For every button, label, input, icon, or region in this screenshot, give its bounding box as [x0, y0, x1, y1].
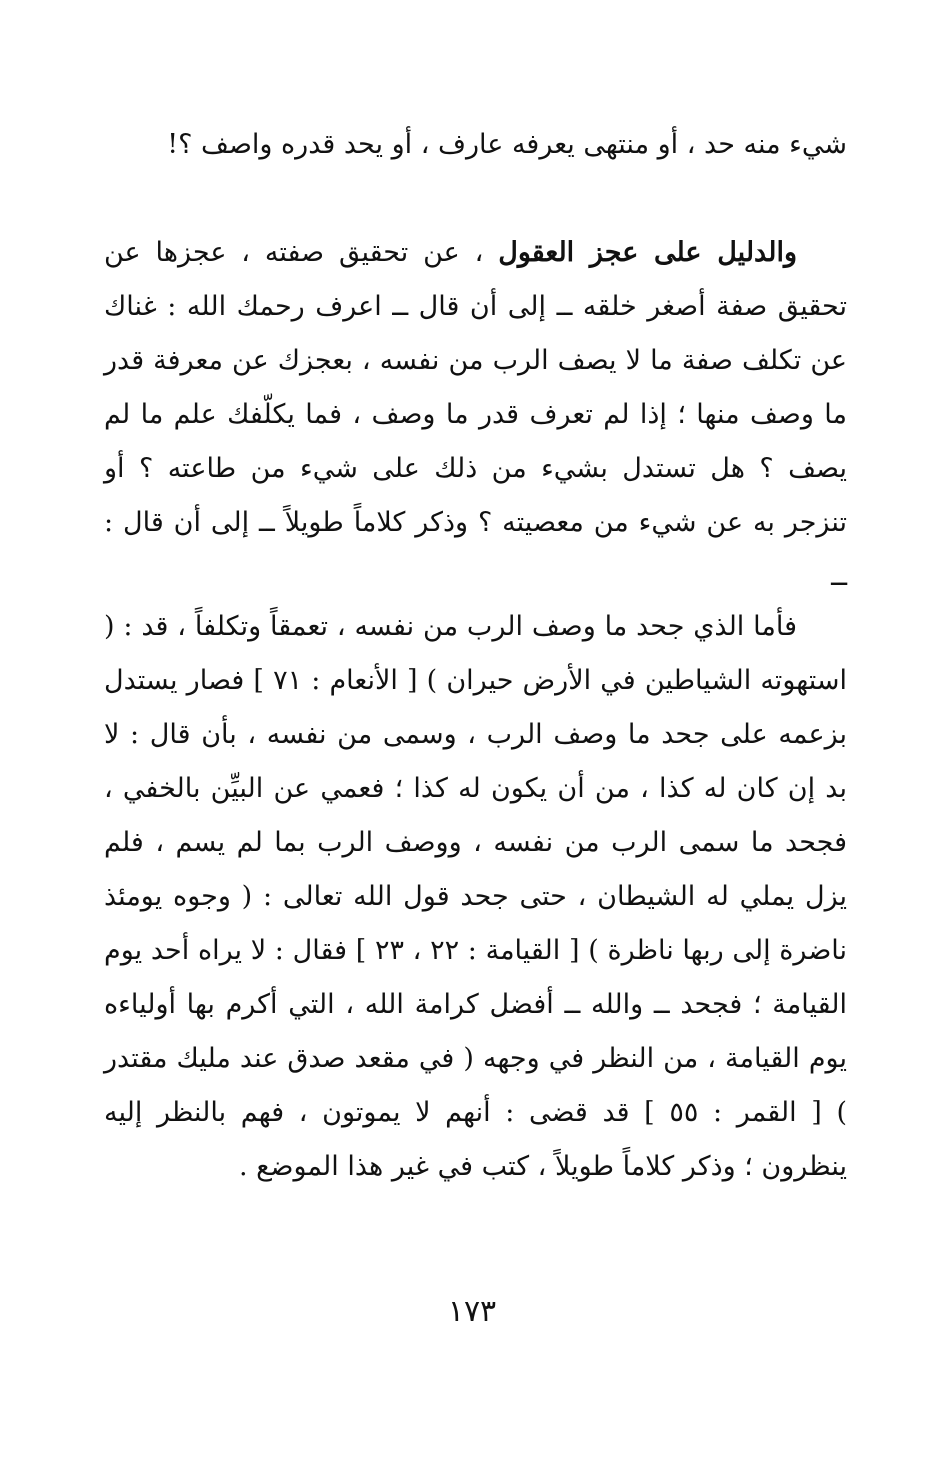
paragraph-3	[104, 600, 847, 1194]
page-number: ١٧٣	[447, 1294, 497, 1329]
paragraph-1	[104, 118, 847, 172]
paragraph-2-text: ، عن تحقيق صفته ، عجزها عن تحقيق صفة أصغر خلقه ــ إلى أن قال ــ اعرف رحمك الله : غناك عن تكلف صفة ما لا يصف الرب من نفسه ، بعجزك عن معرفة قدر ما وصف منها ؛ إذا لم تعرف قدر ما وصف ، فما يكلّفك علم ما لم يصف ؟ هل تستدل بشيء من ذلك على شيء من طاعته ؟ أو تنزجر به عن شيء من معصيته ؟ وذكر كلاماً طويلاً ــ إلى أن قال : ــ	[104, 237, 847, 592]
paragraph-3-text: فأما الذي جحد ما وصف الرب من نفسه ، تعمقاً وتكلفاً ، قد : ( استهوته الشياطين في الأرض حيران ) [ الأنعام : ٧١ ] فصار يستدل بزعمه على جحد ما وصف الرب ، وسمى من نفسه ، بأن قال : لا بد إن كان له كذا ، من أن يكون له كذا ؛ فعمي عن البيِّن بالخفي ، فجحد ما سمى الرب من نفسه ، ووصف الرب بما لم يسم ، فلم يزل يملي له الشيطان ، حتى جحد قول الله تعالى : ( وجوه يومئذ ناضرة إلى ربها ناظرة ) [ القيامة : ٢٢ ، ٢٣ ] فقال : لا يراه أحد يوم القيامة ؛ فجحد ــ والله ــ أفضل كرامة الله ، التي أكرم بها أولياءه يوم القيامة ، من النظر في وجهه ( في مقعد صدق عند مليك مقتدر ) [ القمر : ٥٥ ] قد قضى : أنهم لا يموتون ، فهم بالنظر إليه ينظرون ؛ وذكر كلاماً طويلاً ، كتب في غير هذا الموضع .	[104, 611, 848, 1182]
paragraph-1-text: شيء منه حد ، أو منتهى يعرفه عارف ، أو يحد قدره واصف ؟!	[167, 129, 847, 160]
paragraph-2	[104, 226, 847, 604]
paragraph-2-bold-lead: والدليل على عجز العقول	[498, 237, 797, 268]
